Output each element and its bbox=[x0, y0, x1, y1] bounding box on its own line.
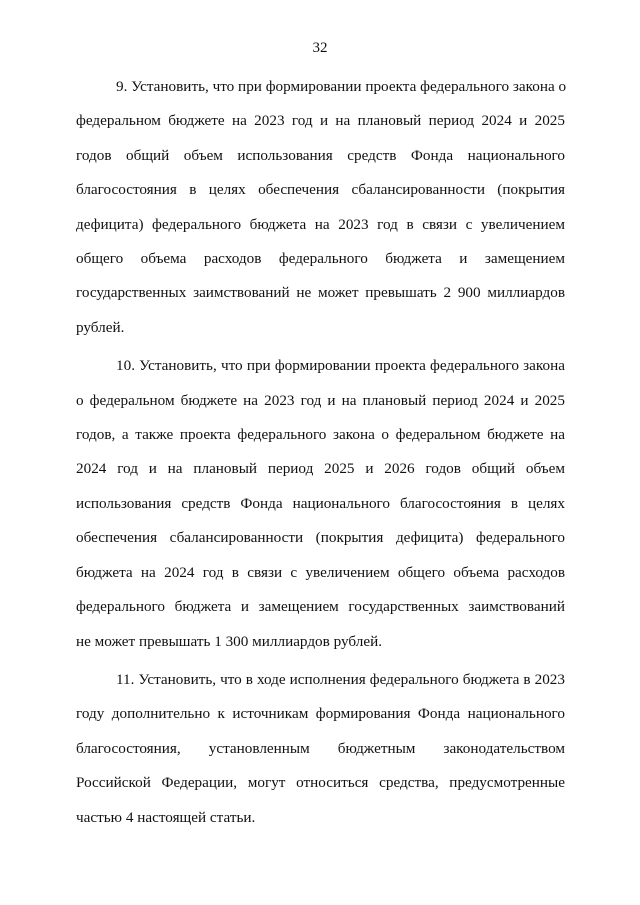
paragraph-line: 2024 год и на плановый период 2025 и 2026 годов общий объем bbox=[76, 460, 565, 478]
paragraph-10 bbox=[76, 349, 565, 659]
paragraph-line: благосостояния, установленным бюджетным законодательством bbox=[76, 739, 565, 757]
paragraph-line: федерального бюджета и замещением государственных заимствований bbox=[76, 598, 565, 616]
paragraph-line: использования средств Фонда национального благосостояния в целях bbox=[76, 494, 565, 512]
paragraph-line: 10. Установить, что при формировании проекта федерального закона bbox=[116, 357, 565, 375]
paragraph-line: государственных заимствований не может превышать 2 900 миллиардов bbox=[76, 284, 565, 302]
paragraph-line: году дополнительно к источникам формирования Фонда национального bbox=[76, 705, 565, 723]
paragraph-line: частью 4 настоящей статьи. bbox=[76, 808, 256, 826]
paragraph-line: 11. Установить, что в ходе исполнения федерального бюджета в 2023 bbox=[116, 670, 565, 688]
paragraph-11 bbox=[76, 663, 565, 835]
page-number: 32 bbox=[312, 40, 328, 56]
paragraph-line: обеспечения сбалансированности (покрытия дефицита) федерального bbox=[76, 529, 565, 547]
paragraph-line: федеральном бюджете на 2023 год и на плановый период 2024 и 2025 bbox=[76, 112, 565, 130]
paragraph-line: рублей. bbox=[76, 318, 125, 336]
paragraph-line: общего объема расходов федерального бюджета и замещением bbox=[76, 250, 565, 268]
paragraph-line: 9. Установить, что при формировании проекта федерального закона о bbox=[116, 78, 567, 95]
paragraph-line: о федеральном бюджете на 2023 год и на плановый период 2024 и 2025 bbox=[76, 391, 565, 409]
paragraph-line: годов, а также проекта федерального закона о федеральном бюджете на bbox=[76, 426, 565, 444]
paragraph-line: бюджета на 2024 год в связи с увеличением общего объема расходов bbox=[76, 563, 565, 581]
paragraph-line: дефицита) федерального бюджета на 2023 год в связи с увеличением bbox=[76, 215, 565, 233]
paragraph-line: благосостояния в целях обеспечения сбалансированности (покрытия bbox=[76, 181, 565, 199]
paragraph-9 bbox=[76, 70, 565, 345]
paragraph-line: годов общий объем использования средств Фонда национального bbox=[76, 146, 565, 164]
paragraph-line: не может превышать 1 300 миллиардов рублей. bbox=[76, 632, 382, 650]
paragraph-line: Российской Федерации, могут относиться средства, предусмотренные bbox=[76, 774, 565, 792]
document-body bbox=[76, 70, 565, 839]
